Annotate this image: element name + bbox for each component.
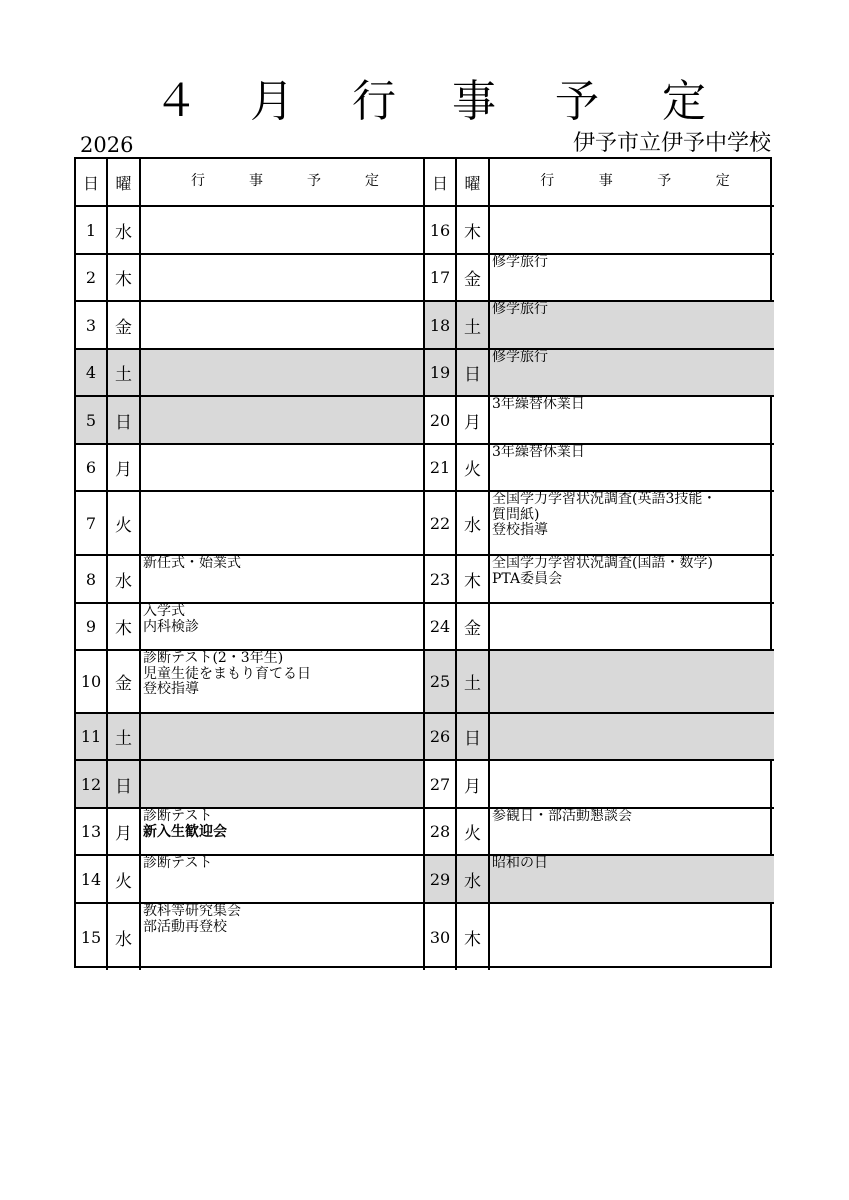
day-events [141, 761, 425, 809]
day-number: 26 [425, 714, 457, 761]
day-events [141, 350, 425, 397]
day-of-week: 火 [108, 492, 141, 556]
day-of-week: 日 [457, 714, 490, 761]
day-number: 22 [425, 492, 457, 556]
day-events [490, 207, 774, 255]
title-char: 行 [352, 76, 396, 127]
day-events [490, 445, 774, 492]
day-events [490, 556, 774, 604]
day-of-week: 木 [108, 604, 141, 651]
event-line: 診断テスト [143, 809, 213, 824]
school-name: 伊予市立伊予中学校 [572, 131, 771, 156]
event-line: 昭和の日 [492, 856, 548, 871]
event-line: 診断テスト(2・3年生) [143, 651, 284, 666]
day-events [490, 350, 774, 397]
event-line: 部活動再登校 [143, 918, 227, 935]
header-events-char: 事 [598, 173, 613, 190]
day-number: 3 [76, 302, 108, 350]
event-line: 質問紙) [492, 506, 540, 523]
day-number: 16 [425, 207, 457, 255]
day-events [141, 714, 425, 761]
day-number: 5 [76, 397, 108, 445]
event-line: 3年繰替休業日 [492, 445, 585, 460]
year-label: 2026 [80, 133, 134, 157]
day-of-week: 日 [108, 397, 141, 445]
day-number: 11 [76, 714, 108, 761]
day-events [141, 302, 425, 350]
page-title [0, 72, 849, 132]
event-line: 児童生徒をまもり育てる日 [143, 665, 311, 682]
day-events [141, 651, 425, 714]
day-events [141, 445, 425, 492]
day-number: 25 [425, 651, 457, 714]
day-number: 21 [425, 445, 457, 492]
day-events [141, 809, 425, 856]
day-of-week: 水 [108, 556, 141, 604]
day-of-week: 水 [457, 856, 490, 904]
event-line: 修学旅行 [492, 255, 548, 270]
day-number: 23 [425, 556, 457, 604]
day-events [141, 207, 425, 255]
event-line: 登校指導 [143, 681, 199, 697]
day-of-week: 日 [457, 350, 490, 397]
event-line: 参観日・部活動懇談会 [492, 809, 632, 824]
day-number: 20 [425, 397, 457, 445]
header-day: 日 [425, 159, 457, 207]
event-line: 内科検診 [143, 618, 199, 635]
day-number: 18 [425, 302, 457, 350]
event-line: 修学旅行 [492, 350, 548, 365]
event-line: 入学式 [143, 604, 185, 619]
event-line: 3年繰替休業日 [492, 397, 585, 412]
day-events [490, 255, 774, 302]
event-line: 登校指導 [492, 522, 548, 538]
day-number: 9 [76, 604, 108, 651]
event-line: 全国学力学習状況調査(国語・数学) [492, 556, 713, 571]
day-of-week: 水 [108, 207, 141, 255]
day-number: 2 [76, 255, 108, 302]
header-events-char: 事 [249, 173, 263, 190]
day-of-week: 金 [457, 604, 490, 651]
header-events [490, 159, 774, 207]
day-number: 7 [76, 492, 108, 556]
day-number: 28 [425, 809, 457, 856]
day-number: 30 [425, 904, 457, 970]
title-char: ４ [154, 76, 198, 127]
day-number: 19 [425, 350, 457, 397]
header-events-char: 予 [657, 173, 672, 190]
day-events [141, 255, 425, 302]
day-of-week: 木 [457, 904, 490, 970]
day-number: 4 [76, 350, 108, 397]
day-events [490, 651, 774, 714]
day-events [490, 397, 774, 445]
day-number: 10 [76, 651, 108, 714]
day-of-week: 日 [108, 761, 141, 809]
day-number: 8 [76, 556, 108, 604]
title-char: 定 [662, 76, 706, 127]
day-number: 14 [76, 856, 108, 904]
event-line: 新入生歓迎会 [143, 823, 227, 840]
header-events-char: 予 [307, 173, 321, 190]
title-char: 事 [452, 76, 496, 127]
day-events [141, 604, 425, 651]
day-number: 13 [76, 809, 108, 856]
day-events [141, 856, 425, 904]
day-of-week: 月 [108, 809, 141, 856]
day-of-week: 水 [108, 904, 141, 970]
day-events [490, 904, 774, 970]
day-of-week: 月 [457, 397, 490, 445]
day-events [490, 809, 774, 856]
day-events [490, 714, 774, 761]
day-of-week: 土 [108, 714, 141, 761]
day-events [141, 397, 425, 445]
day-of-week: 金 [108, 302, 141, 350]
day-number: 29 [425, 856, 457, 904]
day-number: 6 [76, 445, 108, 492]
day-of-week: 火 [457, 445, 490, 492]
day-of-week: 木 [108, 255, 141, 302]
day-number: 1 [76, 207, 108, 255]
event-line: 全国学力学習状況調査(英語3技能・ [492, 492, 717, 507]
event-line: 修学旅行 [492, 302, 548, 317]
day-events [141, 904, 425, 970]
event-line: 新任式・始業式 [143, 556, 241, 571]
day-of-week: 土 [457, 302, 490, 350]
day-of-week: 金 [108, 651, 141, 714]
header-dow: 曜 [108, 159, 141, 207]
header-events-char: 定 [365, 173, 379, 190]
header-day: 日 [76, 159, 108, 207]
day-of-week: 月 [457, 761, 490, 809]
title-char: 月 [250, 76, 294, 127]
day-events [490, 856, 774, 904]
day-events [141, 556, 425, 604]
header-events-char: 行 [540, 173, 555, 190]
day-events [141, 492, 425, 556]
event-line: PTA委員会 [492, 570, 563, 587]
day-events [490, 761, 774, 809]
day-of-week: 火 [457, 809, 490, 856]
day-number: 12 [76, 761, 108, 809]
schedule-table [74, 157, 772, 968]
header-events-char: 行 [191, 173, 205, 190]
day-of-week: 水 [457, 492, 490, 556]
day-events [490, 604, 774, 651]
day-number: 15 [76, 904, 108, 970]
day-events [490, 302, 774, 350]
header-dow: 曜 [457, 159, 490, 207]
day-events [490, 492, 774, 556]
day-of-week: 金 [457, 255, 490, 302]
day-of-week: 木 [457, 556, 490, 604]
day-of-week: 木 [457, 207, 490, 255]
day-of-week: 土 [108, 350, 141, 397]
event-line: 教科等研究集会 [143, 904, 241, 919]
day-number: 17 [425, 255, 457, 302]
day-of-week: 月 [108, 445, 141, 492]
title-char: 予 [555, 76, 599, 127]
day-of-week: 火 [108, 856, 141, 904]
day-number: 27 [425, 761, 457, 809]
day-of-week: 土 [457, 651, 490, 714]
day-number: 24 [425, 604, 457, 651]
header-events-char: 定 [715, 173, 730, 190]
header-events [141, 159, 425, 207]
event-line: 診断テスト [143, 856, 213, 871]
